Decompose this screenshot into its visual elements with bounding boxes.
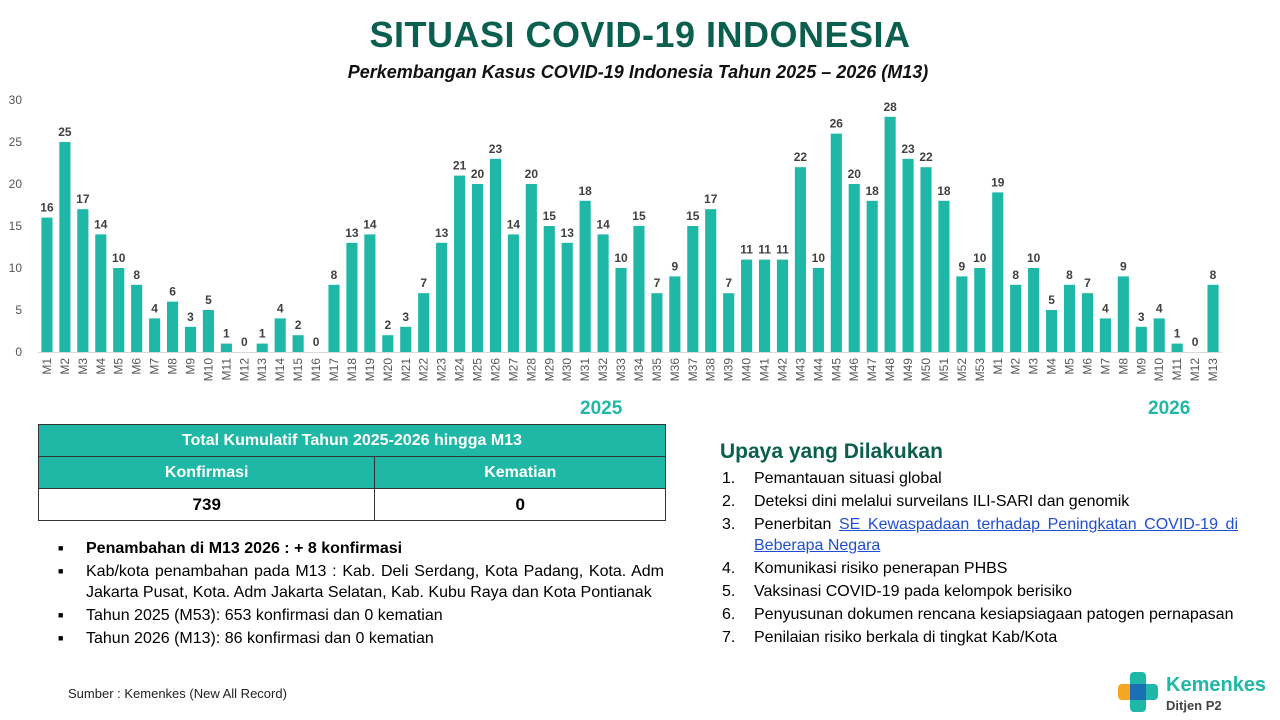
data-label: 3 bbox=[187, 309, 194, 324]
bar bbox=[203, 310, 214, 352]
summary-col-kematian: Kematian bbox=[375, 457, 666, 489]
x-tick-label: M33 bbox=[614, 358, 629, 382]
bar bbox=[759, 260, 770, 352]
upaya-item bbox=[722, 491, 1238, 512]
data-label: 2 bbox=[384, 318, 392, 333]
x-tick-label: M1 bbox=[990, 358, 1005, 375]
bar bbox=[131, 285, 142, 352]
data-label: 18 bbox=[937, 183, 951, 198]
x-tick-label: M19 bbox=[362, 358, 377, 382]
data-label: 22 bbox=[793, 150, 808, 165]
upaya-number: 1. bbox=[722, 470, 736, 487]
cumulative-summary-table bbox=[38, 424, 666, 521]
upaya-text: Vaksinasi COVID-19 pada kelompok berisiko bbox=[754, 583, 1073, 600]
y-tick-label: 20 bbox=[8, 177, 22, 191]
data-label: 23 bbox=[901, 141, 915, 156]
bar bbox=[544, 226, 555, 352]
data-label: 14 bbox=[94, 217, 108, 232]
data-label: 4 bbox=[1102, 301, 1109, 316]
data-label: 3 bbox=[1137, 309, 1145, 324]
data-label: 8 bbox=[1066, 267, 1073, 282]
upaya-list bbox=[722, 468, 1238, 650]
x-tick-label: M6 bbox=[1080, 358, 1095, 375]
x-tick-label: M23 bbox=[434, 358, 449, 382]
data-label: 13 bbox=[434, 225, 449, 240]
data-label: 2 bbox=[294, 318, 302, 333]
data-label: 20 bbox=[847, 167, 861, 181]
data-label: 8 bbox=[1209, 267, 1217, 282]
notes-list bbox=[58, 538, 664, 651]
bar bbox=[723, 293, 734, 352]
x-tick-label: M29 bbox=[542, 358, 557, 382]
bar bbox=[257, 344, 268, 352]
bar bbox=[472, 184, 483, 352]
data-label: 20 bbox=[524, 167, 539, 181]
data-label: 25 bbox=[58, 125, 72, 139]
data-label: 15 bbox=[542, 209, 556, 223]
data-label: 14 bbox=[363, 217, 377, 232]
x-tick-label: M42 bbox=[775, 358, 790, 382]
x-tick-label: M9 bbox=[1134, 358, 1149, 375]
x-tick-label: M24 bbox=[452, 358, 467, 382]
bar bbox=[77, 209, 88, 352]
upaya-item bbox=[722, 468, 1238, 489]
data-label: 20 bbox=[470, 167, 485, 181]
bar bbox=[831, 134, 842, 352]
summary-col-konfirmasi: Konfirmasi bbox=[39, 457, 375, 489]
note-item: ■ Tahun 2025 (M53): 653 konfirmasi dan 0 kematian bbox=[58, 605, 664, 626]
data-label: 14 bbox=[596, 217, 610, 232]
bar bbox=[1172, 344, 1183, 352]
upaya-number: 4. bbox=[722, 560, 736, 577]
year-label-2025: 2025 bbox=[580, 398, 623, 419]
upaya-title: Upaya yang Dilakukan bbox=[720, 440, 943, 463]
bar bbox=[867, 201, 878, 352]
y-tick-label: 30 bbox=[8, 93, 22, 107]
summary-header: Total Kumulatif Tahun 2025-2026 hingga M13 bbox=[39, 425, 666, 457]
bar bbox=[777, 260, 788, 352]
data-label: 9 bbox=[1119, 259, 1127, 274]
x-tick-label: M18 bbox=[344, 358, 359, 382]
upaya-item bbox=[722, 581, 1238, 602]
logo-top-arm bbox=[1130, 672, 1146, 684]
upaya-number: 6. bbox=[722, 606, 736, 623]
bar bbox=[651, 293, 662, 352]
data-label: 11 bbox=[740, 242, 753, 257]
bar bbox=[1082, 293, 1093, 352]
bar bbox=[705, 209, 716, 352]
summary-value-kematian: 0 bbox=[375, 489, 666, 521]
x-tick-label: M47 bbox=[865, 358, 880, 382]
bar bbox=[526, 184, 537, 352]
bar bbox=[1028, 268, 1039, 352]
x-tick-label: M6 bbox=[129, 358, 144, 375]
x-tick-label: M35 bbox=[649, 358, 664, 382]
x-tick-label: M16 bbox=[309, 358, 324, 382]
x-tick-label: M53 bbox=[972, 358, 987, 382]
bar bbox=[741, 260, 752, 352]
bar bbox=[382, 335, 393, 352]
x-tick-label: M46 bbox=[847, 358, 862, 382]
data-label: 4 bbox=[276, 301, 284, 316]
data-label: 19 bbox=[991, 175, 1005, 190]
bar bbox=[436, 243, 447, 352]
x-tick-label: M15 bbox=[291, 358, 306, 382]
x-tick-label: M39 bbox=[721, 358, 736, 382]
x-tick-label: M37 bbox=[685, 358, 700, 382]
bar bbox=[795, 167, 806, 352]
data-label: 1 bbox=[1173, 326, 1181, 341]
data-label: 23 bbox=[488, 141, 503, 156]
bar bbox=[1100, 318, 1111, 352]
data-label: 1 bbox=[223, 326, 230, 341]
x-tick-label: M7 bbox=[1098, 358, 1113, 375]
x-tick-label: M44 bbox=[811, 358, 826, 382]
note-item: ■ Penambahan di M13 2026 : + 8 konfirmasi bbox=[58, 538, 664, 559]
data-label: 13 bbox=[560, 225, 574, 240]
data-label: 16 bbox=[40, 200, 54, 215]
bar bbox=[849, 184, 860, 352]
x-tick-label: M2 bbox=[57, 358, 72, 375]
x-tick-label: M32 bbox=[596, 358, 611, 382]
bar bbox=[885, 117, 896, 352]
x-tick-label: M52 bbox=[954, 358, 969, 382]
upaya-item bbox=[722, 514, 1238, 556]
x-tick-label: M3 bbox=[75, 358, 90, 375]
data-label: 10 bbox=[614, 251, 628, 265]
x-tick-label: M17 bbox=[327, 358, 341, 382]
data-label: 28 bbox=[883, 99, 897, 114]
x-tick-label: M28 bbox=[524, 358, 539, 382]
chart-subtitle: Perkembangan Kasus COVID-19 Indonesia Tahun 2025 – 2026 (M13) bbox=[347, 62, 929, 82]
x-tick-label: M25 bbox=[470, 358, 485, 382]
bar bbox=[400, 327, 411, 352]
bar bbox=[633, 226, 644, 352]
logo-left-arm bbox=[1118, 684, 1130, 700]
bar bbox=[1118, 276, 1129, 352]
note-item: ■ Kab/kota penambahan pada M13 : Kab. Deli Serdang, Kota Padang, Kota. Adm Jakarta Pusat, Kota. Adm Jakarta Selatan, Kab. Kubu Raya dan Kota Pontianak bbox=[58, 561, 664, 603]
x-tick-label: M3 bbox=[1026, 358, 1041, 375]
x-tick-label: M50 bbox=[919, 358, 933, 382]
upaya-text-prefix: Penerbitan bbox=[754, 516, 839, 533]
logo-subtitle: Ditjen P2 bbox=[1166, 698, 1222, 713]
data-label: 21 bbox=[452, 158, 467, 173]
data-label: 18 bbox=[865, 183, 879, 198]
x-tick-label: M11 bbox=[1170, 358, 1185, 381]
x-tick-label: M2 bbox=[1008, 358, 1023, 375]
data-label: 14 bbox=[506, 217, 521, 232]
data-label: 26 bbox=[829, 116, 843, 131]
y-tick-label: 25 bbox=[8, 135, 22, 149]
bar bbox=[1136, 327, 1147, 352]
data-label: 9 bbox=[671, 259, 679, 274]
data-label: 18 bbox=[578, 183, 592, 198]
x-tick-label: M13 bbox=[1206, 358, 1221, 382]
x-tick-label: M12 bbox=[1188, 358, 1203, 382]
x-tick-label: M36 bbox=[667, 358, 682, 382]
data-label: 8 bbox=[330, 267, 338, 282]
data-label: 7 bbox=[1084, 276, 1091, 291]
data-label: 4 bbox=[151, 301, 158, 316]
covid-case-bar-chart bbox=[0, 90, 1240, 390]
bar bbox=[1154, 318, 1165, 352]
data-label: 1 bbox=[258, 326, 266, 341]
upaya-text: Komunikasi risiko penerapan PHBS bbox=[754, 560, 1008, 577]
data-label: 7 bbox=[420, 276, 428, 291]
summary-value-konfirmasi: 739 bbox=[39, 489, 375, 521]
data-label: 6 bbox=[169, 284, 176, 299]
data-label: 10 bbox=[973, 251, 987, 265]
data-label: 8 bbox=[1012, 267, 1020, 282]
data-label: 10 bbox=[811, 251, 826, 265]
y-tick-label: 15 bbox=[8, 219, 22, 233]
y-tick-label: 5 bbox=[15, 303, 22, 317]
upaya-number: 2. bbox=[722, 493, 736, 510]
upaya-number: 3. bbox=[722, 516, 736, 533]
bar bbox=[418, 293, 429, 352]
x-tick-label: M41 bbox=[757, 358, 772, 382]
x-tick-label: M5 bbox=[111, 358, 126, 375]
bar bbox=[41, 218, 52, 352]
data-label: 11 bbox=[776, 242, 789, 257]
bar bbox=[346, 243, 357, 352]
note-item: ■ Tahun 2026 (M13): 86 konfirmasi dan 0 kematian bbox=[58, 628, 664, 649]
x-tick-label: M31 bbox=[578, 358, 593, 382]
x-tick-label: M34 bbox=[631, 358, 646, 382]
x-tick-label: M4 bbox=[1044, 358, 1059, 375]
data-label: 10 bbox=[112, 251, 126, 265]
bar bbox=[293, 335, 304, 352]
bar bbox=[956, 276, 967, 352]
upaya-item bbox=[722, 604, 1238, 625]
bar bbox=[920, 167, 931, 352]
x-tick-label: M11 bbox=[219, 358, 234, 381]
bar bbox=[669, 276, 680, 352]
data-label: 15 bbox=[686, 209, 700, 223]
x-tick-label: M49 bbox=[901, 358, 916, 382]
bar bbox=[598, 234, 609, 352]
data-label: 7 bbox=[653, 276, 661, 291]
data-label: 0 bbox=[240, 335, 248, 349]
bar bbox=[490, 159, 501, 352]
x-tick-label: M48 bbox=[883, 358, 898, 382]
bar bbox=[1010, 285, 1021, 352]
data-label: 5 bbox=[1048, 293, 1055, 307]
upaya-number: 7. bbox=[722, 629, 736, 646]
upaya-text: Penilaian risiko berkala di tingkat Kab/Kota bbox=[754, 629, 1058, 646]
x-tick-label: M10 bbox=[1152, 358, 1167, 382]
x-tick-label: M51 bbox=[936, 358, 951, 382]
bar bbox=[1207, 285, 1218, 352]
year-label-2026: 2026 bbox=[1148, 398, 1191, 419]
se-kewaspadaan-link[interactable]: SE Kewaspadaan terhadap Peningkatan COVID-19 di Beberapa Negara bbox=[754, 516, 1238, 554]
bar bbox=[992, 192, 1003, 352]
x-tick-label: M40 bbox=[739, 358, 754, 382]
data-label: 17 bbox=[704, 192, 718, 207]
bar bbox=[95, 234, 106, 352]
x-tick-label: M13 bbox=[255, 358, 270, 382]
upaya-item bbox=[722, 627, 1238, 648]
bar bbox=[508, 234, 519, 352]
data-label: 3 bbox=[402, 309, 410, 324]
data-label: 0 bbox=[312, 335, 320, 349]
data-label: 10 bbox=[1026, 251, 1041, 265]
x-tick-label: M27 bbox=[506, 358, 521, 382]
bar bbox=[1064, 285, 1075, 352]
bar bbox=[221, 344, 232, 352]
bar bbox=[938, 201, 949, 352]
bar bbox=[328, 285, 339, 352]
data-label: 0 bbox=[1191, 335, 1199, 349]
x-tick-label: M4 bbox=[93, 358, 108, 375]
upaya-number: 5. bbox=[722, 583, 736, 600]
bar bbox=[615, 268, 626, 352]
bar bbox=[113, 268, 124, 352]
logo-name: Kemenkes bbox=[1166, 674, 1267, 696]
logo-bottom-arm bbox=[1130, 700, 1146, 712]
upaya-text: Penyusunan dokumen rencana kesiapsiagaan patogen pernapasan bbox=[754, 606, 1234, 623]
y-tick-label: 10 bbox=[8, 261, 22, 275]
x-tick-label: M20 bbox=[380, 358, 395, 382]
kemenkes-logo-icon bbox=[1114, 668, 1162, 716]
data-label: 4 bbox=[1155, 301, 1163, 316]
bar bbox=[59, 142, 70, 352]
source-note: Sumber : Kemenkes (New All Record) bbox=[68, 686, 287, 701]
upaya-item bbox=[722, 558, 1238, 579]
x-tick-label: M45 bbox=[829, 358, 844, 382]
x-tick-label: M1 bbox=[39, 358, 54, 375]
x-tick-label: M5 bbox=[1062, 358, 1077, 375]
data-label: 11 bbox=[758, 242, 771, 257]
bar bbox=[1046, 310, 1057, 352]
x-tick-label: M43 bbox=[793, 358, 808, 382]
x-tick-label: M9 bbox=[183, 358, 198, 375]
x-tick-label: M8 bbox=[1116, 358, 1131, 375]
x-tick-label: M38 bbox=[703, 358, 718, 382]
page-title: SITUASI COVID-19 INDONESIA bbox=[369, 14, 911, 55]
y-tick-label: 0 bbox=[15, 345, 22, 359]
x-tick-label: M30 bbox=[560, 358, 575, 382]
upaya-text: Pemantauan situasi global bbox=[754, 470, 942, 487]
x-tick-label: M8 bbox=[165, 358, 180, 375]
x-tick-label: M26 bbox=[488, 358, 503, 382]
bar bbox=[275, 318, 286, 352]
x-tick-label: M7 bbox=[147, 358, 162, 375]
bar bbox=[454, 176, 465, 352]
data-label: 15 bbox=[632, 209, 646, 223]
x-tick-label: M21 bbox=[398, 358, 413, 382]
data-label: 9 bbox=[958, 259, 966, 274]
data-label: 22 bbox=[919, 150, 933, 165]
bar bbox=[185, 327, 196, 352]
bar bbox=[562, 243, 573, 352]
logo-right-arm bbox=[1146, 684, 1158, 700]
data-label: 5 bbox=[205, 293, 212, 307]
bar bbox=[364, 234, 375, 352]
upaya-text: Deteksi dini melalui surveilans ILI-SARI dan genomik bbox=[754, 493, 1130, 510]
data-label: 7 bbox=[725, 276, 733, 291]
bar bbox=[149, 318, 160, 352]
bar bbox=[813, 268, 824, 352]
x-tick-label: M10 bbox=[201, 358, 216, 382]
x-tick-label: M14 bbox=[273, 358, 288, 382]
data-label: 13 bbox=[345, 225, 359, 240]
bar bbox=[687, 226, 698, 352]
data-label: 17 bbox=[76, 192, 90, 207]
bar bbox=[580, 201, 591, 352]
bar bbox=[974, 268, 985, 352]
x-tick-label: M12 bbox=[237, 358, 252, 382]
bar bbox=[902, 159, 913, 352]
logo-center bbox=[1130, 684, 1146, 700]
bar bbox=[167, 302, 178, 352]
x-tick-label: M22 bbox=[416, 358, 431, 382]
data-label: 8 bbox=[133, 267, 141, 282]
